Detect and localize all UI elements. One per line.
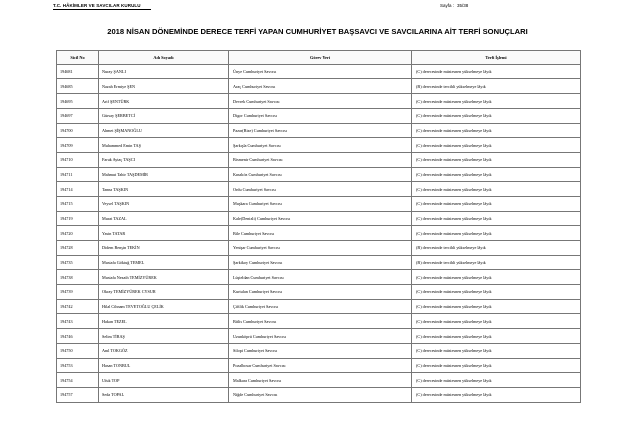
name-cell: Anıl TOKGÖZ <box>99 343 229 358</box>
sicil-no-cell: 194742 <box>57 299 99 314</box>
table-row <box>57 152 581 167</box>
terfi-islemi-cell: (C) derecesinde müstesnen yükselmeye lâyık <box>412 123 581 138</box>
table-row <box>57 226 581 241</box>
table-row <box>57 108 581 123</box>
sicil-no-cell: 194719 <box>57 211 99 226</box>
gorev-yeri-cell: Ordu Cumhuriyet Savcısı <box>229 182 412 197</box>
table-row <box>57 167 581 182</box>
name-cell: Nazah Ermiye ŞEN <box>99 79 229 94</box>
sicil-no-cell: 194714 <box>57 182 99 197</box>
gorev-yeri-cell: Pazar(Rize) Cumhuriyet Savcısı <box>229 123 412 138</box>
table-row <box>57 79 581 94</box>
column-header-adi-soyadi: Adı Soyadı <box>99 51 229 65</box>
gorev-yeri-cell: Malkara Cumhuriyet Savcısı <box>229 373 412 388</box>
name-cell: Hakan TEZEL <box>99 314 229 329</box>
gorev-yeri-cell: Muşkara Cumhuriyet Savcısı <box>229 196 412 211</box>
name-cell: Veysel TAŞKIN <box>99 196 229 211</box>
gorev-yeri-cell: Devrek Cumhuriyet Savcısı <box>229 94 412 109</box>
gorev-yeri-cell: Silopi Cumhuriyet Savcısı <box>229 343 412 358</box>
terfi-islemi-cell: (C) derecesinde müstesnen yükselmeye lâyık <box>412 373 581 388</box>
name-cell: Didem Benşin TEKİN <box>99 241 229 256</box>
sicil-no-cell: 194735 <box>57 255 99 270</box>
gorev-yeri-cell: Araç Cumhuriyet Savcısı <box>229 79 412 94</box>
terfi-islemi-cell: (C) derecesinde müstesnen yükselmeye lâyık <box>412 358 581 373</box>
gorev-yeri-cell: Niğde Cumhuriyet Savcısı <box>229 387 412 402</box>
column-header-gorev-yeri: Görev Yeri <box>229 51 412 65</box>
terfi-islemi-cell: (B) derecesinde tercihli yükselmeye lâyık <box>412 241 581 256</box>
terfi-islemi-cell: (C) derecesinde müstesnen yükselmeye lâyık <box>412 152 581 167</box>
sicil-no-cell: 194754 <box>57 373 99 388</box>
sicil-no-cell: 194700 <box>57 123 99 138</box>
sicil-no-cell: 194739 <box>57 285 99 300</box>
gorev-yeri-cell: Uzunköprü Cumhuriyet Savcısı <box>229 329 412 344</box>
sicil-no-cell: 194728 <box>57 241 99 256</box>
name-cell: Selim TİRAŞ <box>99 329 229 344</box>
table-row <box>57 299 581 314</box>
results-table <box>56 50 581 403</box>
terfi-islemi-cell: (C) derecesinde müstesnen yükselmeye lâyık <box>412 94 581 109</box>
sicil-no-cell: 194695 <box>57 94 99 109</box>
sicil-no-cell: 194697 <box>57 108 99 123</box>
column-header-terfi-islemi: Terfi İşlemi <box>412 51 581 65</box>
name-cell: Mustafa Nezaih TEMİZYÜREK <box>99 270 229 285</box>
table-row <box>57 373 581 388</box>
terfi-islemi-cell: (C) derecesinde müstesnen yükselmeye lâyık <box>412 299 581 314</box>
terfi-islemi-cell: (C) derecesinde müstesnen yükselmeye lâyık <box>412 270 581 285</box>
table-row <box>57 211 581 226</box>
sicil-no-cell: 194711 <box>57 167 99 182</box>
gorev-yeri-cell: Pozalbosar Cumhuriyet Savcısı <box>229 358 412 373</box>
sicil-no-cell: 194720 <box>57 226 99 241</box>
column-header-sicil-no: Sicil No <box>57 51 99 65</box>
terfi-islemi-cell: (B) derecesinde tercihli yükselmeye lâyık <box>412 79 581 94</box>
document-title: 2018 NİSAN DÖNEMİNDE DERECE TERFİ YAPAN CUMHURİYET BAŞSAVCI VE SAVCILARINA AİT TERFİ SONUÇLARI <box>107 27 528 36</box>
terfi-islemi-cell: (C) derecesinde müstesnen yükselmeye lâyık <box>412 108 581 123</box>
gorev-yeri-cell: Kurtulan Cumhuriyet Savcısı <box>229 285 412 300</box>
gorev-yeri-cell: Kale(Denizli) Cumhuriyet Savcısı <box>229 211 412 226</box>
table-row <box>57 255 581 270</box>
gorev-yeri-cell: Bismenir Cumhuriyet Savcısı <box>229 152 412 167</box>
name-cell: Murat TAZAL <box>99 211 229 226</box>
table-row <box>57 196 581 211</box>
gorev-yeri-cell: Çiftlik Cumhuriyet Savcısı <box>229 299 412 314</box>
sicil-no-cell: 194746 <box>57 329 99 344</box>
name-cell: Faruk Aytaç TAŞCI <box>99 152 229 167</box>
name-cell: Mustafa Göktuğ TEMEL <box>99 255 229 270</box>
name-cell: Nuray ŞANLI <box>99 64 229 79</box>
name-cell: Arif ŞENTÜRK <box>99 94 229 109</box>
name-cell: Ufuk TOP <box>99 373 229 388</box>
table-row <box>57 358 581 373</box>
table-row <box>57 123 581 138</box>
table-body <box>57 64 581 402</box>
sicil-no-cell: 194738 <box>57 270 99 285</box>
organization-name: T.C. HÂKİMLER VE SAVCILAR KURULU <box>53 3 141 8</box>
page-label: Sayfa : <box>440 3 455 8</box>
sicil-no-cell: 194750 <box>57 343 99 358</box>
terfi-islemi-cell: (C) derecesinde müstesnen yükselmeye lâyık <box>412 387 581 402</box>
name-cell: Ahmet ŞİŞMANOĞLU <box>99 123 229 138</box>
terfi-islemi-cell: (C) derecesinde müstesnen yükselmeye lâyık <box>412 285 581 300</box>
terfi-islemi-cell: (B) derecesinde tercihli yükselmeye lâyık <box>412 255 581 270</box>
table-row <box>57 387 581 402</box>
sicil-no-cell: 194681 <box>57 64 99 79</box>
gorev-yeri-cell: Şarkikoy Cumhuriyet Savcısı <box>229 255 412 270</box>
sicil-no-cell: 194709 <box>57 138 99 153</box>
table-row <box>57 314 581 329</box>
table-row <box>57 270 581 285</box>
table-row <box>57 138 581 153</box>
name-cell: Yasin TATAR <box>99 226 229 241</box>
terfi-islemi-cell: (C) derecesinde müstesnen yükselmeye lâyık <box>412 211 581 226</box>
name-cell: Tanna TAŞKIN <box>99 182 229 197</box>
terfi-islemi-cell: (C) derecesinde müstesnen yükselmeye lâyık <box>412 167 581 182</box>
sicil-no-cell: 194743 <box>57 314 99 329</box>
table-row <box>57 182 581 197</box>
terfi-islemi-cell: (C) derecesinde müstesnen yükselmeye lâyık <box>412 182 581 197</box>
table-row <box>57 94 581 109</box>
gorev-yeri-cell: Digor Cumhuriyet Savcısı <box>229 108 412 123</box>
name-cell: Okray TEMİZYÜREK CYSUR <box>99 285 229 300</box>
terfi-islemi-cell: (C) derecesinde müstesnen yükselmeye lâyık <box>412 196 581 211</box>
table-header-row <box>57 51 581 65</box>
terfi-islemi-cell: (C) derecesinde müstesnen yükselmeye lâyık <box>412 314 581 329</box>
page-number: 35/38 <box>457 3 469 8</box>
gorev-yeri-cell: Şarkışla Cumhuriyet Savcısı <box>229 138 412 153</box>
terfi-islemi-cell: (C) derecesinde müstesnen yükselmeye lâyık <box>412 226 581 241</box>
page-indicator <box>440 3 471 8</box>
name-cell: Hasan TONBUL <box>99 358 229 373</box>
sicil-no-cell: 194753 <box>57 358 99 373</box>
gorev-yeri-cell: Yenişar Cumhuriyet Savcısı <box>229 241 412 256</box>
table-row <box>57 241 581 256</box>
table-row <box>57 64 581 79</box>
table-row <box>57 285 581 300</box>
terfi-islemi-cell: (C) derecesinde müstesnen yükselmeye lâyık <box>412 329 581 344</box>
terfi-islemi-cell: (C) derecesinde müstesnen yükselmeye lâyık <box>412 64 581 79</box>
name-cell: Hilal Cihnam TEVETOĞLU ÇELİK <box>99 299 229 314</box>
terfi-islemi-cell: (C) derecesinde müstesnen yükselmeye lâyık <box>412 343 581 358</box>
sicil-no-cell: 194757 <box>57 387 99 402</box>
header-underline <box>53 9 151 10</box>
gorev-yeri-cell: Bitlis Cumhuriyet Savcısı <box>229 314 412 329</box>
name-cell: Gürsay ŞERBETCİ <box>99 108 229 123</box>
gorev-yeri-cell: Lüşteldan Cumhuriyet Savcısı <box>229 270 412 285</box>
gorev-yeri-cell: Bile Cumhuriyet Savcısı <box>229 226 412 241</box>
name-cell: Seda TOPAL <box>99 387 229 402</box>
sicil-no-cell: 194710 <box>57 152 99 167</box>
sicil-no-cell: 194715 <box>57 196 99 211</box>
sicil-no-cell: 194685 <box>57 79 99 94</box>
name-cell: Mahmut Tahir TAŞDEMİR <box>99 167 229 182</box>
gorev-yeri-cell: Kınalıöz Cumhuriyet Savcısı <box>229 167 412 182</box>
table-row <box>57 343 581 358</box>
name-cell: Muhammed Emin TAŞ <box>99 138 229 153</box>
gorev-yeri-cell: Ünye Cumhuriyet Savcısı <box>229 64 412 79</box>
terfi-islemi-cell: (C) derecesinde müstesnen yükselmeye lâyık <box>412 138 581 153</box>
table-row <box>57 329 581 344</box>
